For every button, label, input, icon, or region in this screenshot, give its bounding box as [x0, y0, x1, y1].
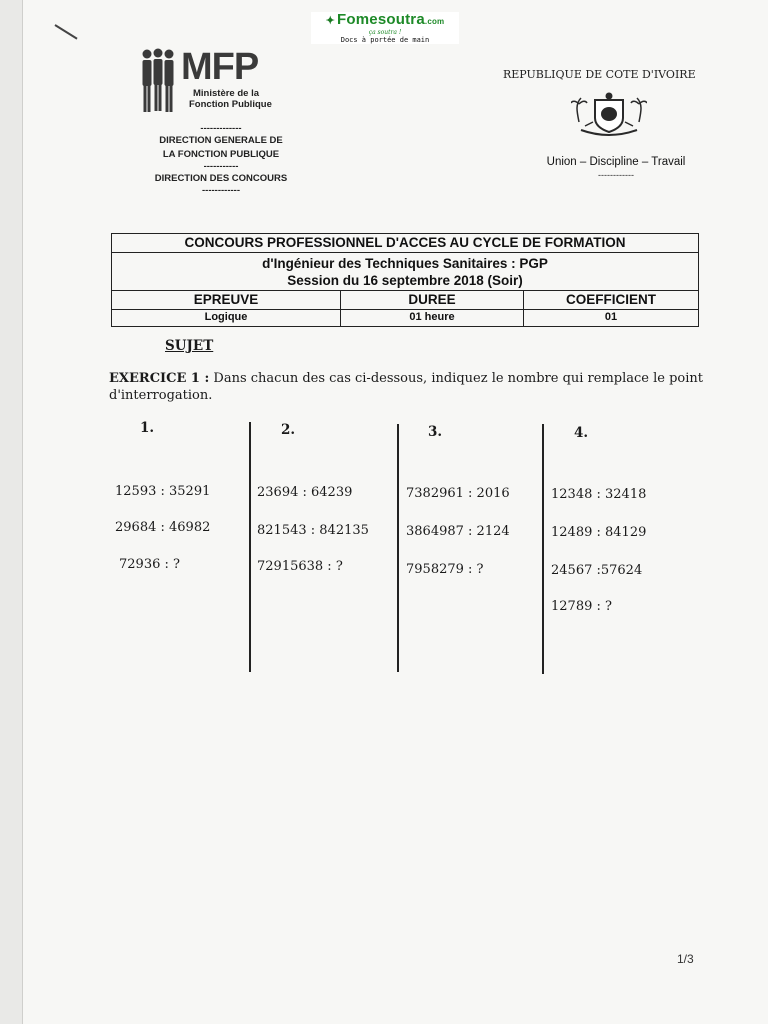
- series-item: 24567 :57624: [551, 563, 643, 578]
- table-value-row: [112, 310, 698, 326]
- mfp-logo-subtitle: [189, 88, 272, 110]
- series-question: 7958279 : ?: [406, 562, 484, 577]
- divider: -----------: [203, 161, 239, 172]
- ministry-directions: [141, 124, 301, 196]
- watermark-brand-name: Fomesoutra: [337, 11, 425, 28]
- leaf-icon: ✦: [325, 15, 336, 27]
- column-divider: [249, 422, 251, 672]
- mfp-logo: [141, 48, 281, 118]
- watermark-brand: [311, 12, 459, 30]
- people-icon: [141, 48, 181, 118]
- header-duree: DUREE: [341, 291, 524, 309]
- exam-info-table: [111, 233, 699, 327]
- series-item: 821543 : 842135: [257, 523, 369, 538]
- watermark-script: ça soutra !: [368, 29, 402, 36]
- exam-subtitle: [112, 253, 698, 291]
- value-coefficient: 01: [604, 311, 618, 323]
- direction-concours: DIRECTION DES CONCOURS: [154, 173, 288, 184]
- divider: ------------: [202, 185, 240, 196]
- sujet-heading: SUJET: [165, 338, 214, 354]
- table-header-row: [112, 291, 698, 310]
- logo-sub-line2: Fonction Publique: [189, 99, 272, 110]
- watermark-tagline: Docs à portée de main: [340, 36, 430, 44]
- divider: ------------: [598, 170, 634, 180]
- column-number-1: 1.: [140, 420, 155, 436]
- header-coefficient: COEFFICIENT: [566, 292, 656, 307]
- page-number: 1/3: [677, 952, 694, 966]
- exercise-label: EXERCICE 1 :: [109, 371, 210, 386]
- republic-title: REPUBLIQUE DE COTE D'IVOIRE: [503, 68, 696, 81]
- series-item: 12593 : 35291: [115, 484, 211, 499]
- series-question: 12789 : ?: [551, 599, 612, 614]
- column-divider: [542, 424, 544, 674]
- series-question: 72936 : ?: [119, 557, 180, 572]
- series-item: 29684 : 46982: [115, 520, 211, 535]
- series-item: 12348 : 32418: [551, 487, 647, 502]
- header-epreuve: EPREUVE: [112, 291, 341, 309]
- exam-session: Session du 16 septembre 2018 (Soir): [287, 273, 523, 288]
- exam-page: [22, 0, 768, 1024]
- series-item: 12489 : 84129: [551, 525, 647, 540]
- exam-subtitle-line1: d'Ingénieur des Techniques Sanitaires : PGP: [262, 256, 548, 271]
- column-divider: [397, 424, 399, 672]
- series-item: 23694 : 64239: [257, 485, 353, 500]
- mfp-logo-text: MFP: [181, 46, 259, 88]
- exercise-instruction: [109, 370, 709, 404]
- series-item: 7382961 : 2016: [406, 486, 510, 501]
- logo-sub-line1: Ministère de la: [193, 88, 259, 99]
- exam-title: CONCOURS PROFESSIONNEL D'ACCES AU CYCLE DE FORMATION: [112, 234, 698, 253]
- staple-mark: [54, 24, 77, 39]
- exercise-text: Dans chacun des cas ci-dessous, indiquez le nombre qui remplace le point d'interrogation.: [109, 371, 704, 403]
- direction-generale-line1: DIRECTION GENERALE DE: [159, 135, 283, 146]
- series-item: 3864987 : 2124: [406, 524, 510, 539]
- column-number-3: 3.: [428, 424, 443, 440]
- fomesoutra-watermark: [311, 12, 459, 44]
- coat-of-arms-icon: [571, 92, 647, 140]
- national-motto: Union – Discipline – Travail: [546, 156, 686, 168]
- divider: -------------: [200, 123, 242, 134]
- value-epreuve: Logique: [112, 310, 341, 326]
- column-number-4: 4.: [574, 425, 589, 441]
- watermark-domain: .com: [424, 17, 445, 26]
- value-duree: 01 heure: [341, 310, 524, 326]
- column-number-2: 2.: [281, 422, 296, 438]
- direction-generale-line2: LA FONCTION PUBLIQUE: [162, 149, 280, 160]
- series-question: 72915638 : ?: [257, 559, 343, 574]
